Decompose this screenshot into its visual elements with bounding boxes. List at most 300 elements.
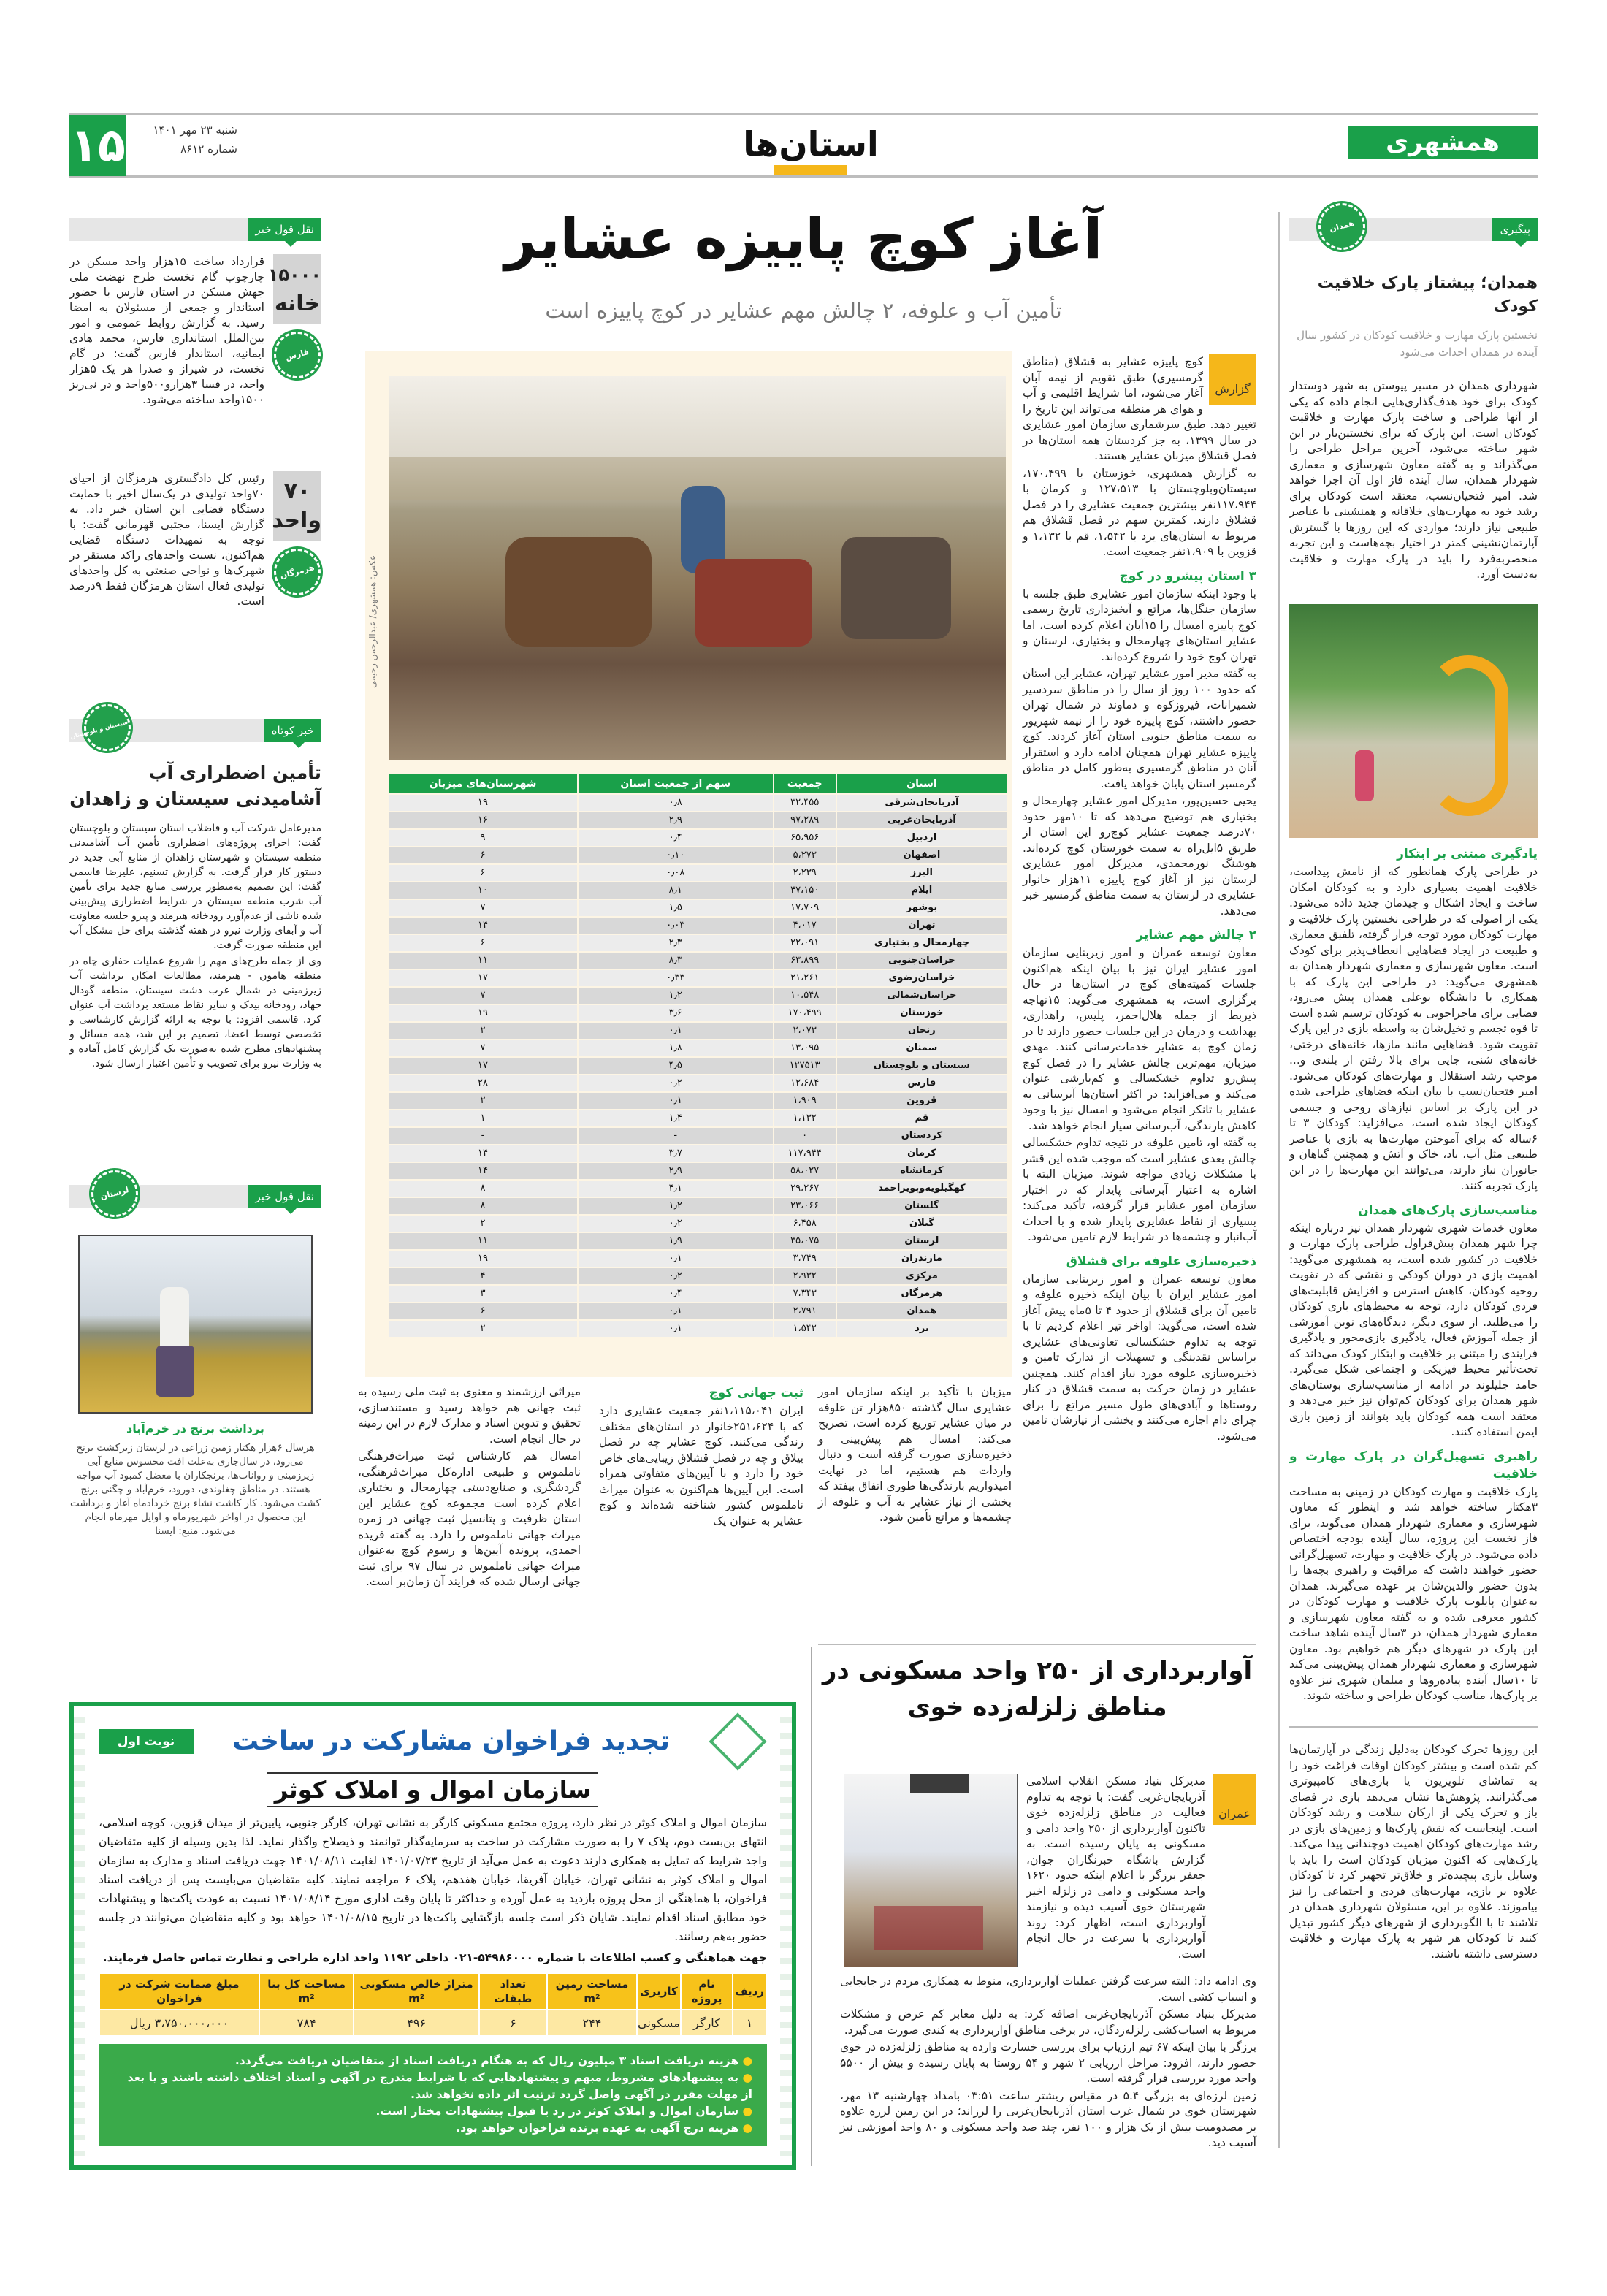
share-cell: ۱٫۴ (579, 1110, 772, 1126)
share-cell: ۱٫۹ (579, 1233, 772, 1249)
province-cell: کرمانشاه (837, 1163, 1007, 1179)
quote-1 (69, 254, 321, 454)
table-row (389, 1268, 1007, 1284)
playground-photo (1289, 604, 1538, 838)
table-row (389, 900, 1007, 916)
article-subheading: راهبری تسهیل‌گران در پارک مهارت و خلاقیت (1289, 1449, 1538, 1481)
article-paragraph: به گزارش همشهری، خوزستان با ۱۷۰،۴۹۹، سیستان‌وبلوچستان با ۱۲۷،۵۱۳ و کرمان با ۱۱۷،۹۴۴نفر بیشترین جمعیت عشایری را در فصل قشلاق دارند. کمترین سهم در فصل قشلاق هم مربوط به استان‌های یزد با ۱،۵۴۲، قم با ۱،۱۳۲ و قزوین با ۱،۹۰۹نفر جمعیت است. (1023, 466, 1256, 558)
share-cell: - (579, 1128, 772, 1144)
ad-cell: ۴۹۶ (354, 2010, 478, 2035)
table-row (389, 1093, 1007, 1109)
ad-cell: ۲۴۴ (548, 2010, 636, 2035)
table-row (389, 1181, 1007, 1197)
right-label-bar (1289, 218, 1538, 241)
article-paragraph: امسال هم کارشناس ثبت میراث‌فرهنگی ناملموس و طبیعی اداره‌کل میراث‌فرهنگی، گردشگری و صنایع‌دستی چهارمحال و بختیاری اعلام کرده است مجموعه کوچ عشایر این استان ظرفیت و پتانسیل ثبت جهانی در زمره میراث جهانی ناملموس را دارد. به گفته فریده احمدی، پرونده آیین‌ها و رسوم کوچ به‌عنوان میراث جهانی ناملموس در سال ۹۷ برای ثبت جهانی ارسال شده که فرایند آن زمان‌بر است. (358, 1449, 581, 1588)
population-cell: ۶۳،۸۹۹ (774, 953, 836, 969)
bullet-icon: ● (738, 2071, 752, 2084)
ad-title: تجدید فراخوان مشارکت در ساخت (232, 1726, 670, 1756)
column-header: جمعیت (774, 774, 836, 793)
table-row (389, 1075, 1007, 1091)
ad-column-header: کاربری (638, 1974, 680, 2009)
divider (818, 1644, 1256, 1645)
ad-contact: جهت هماهنگی و کسب اطلاعات با شماره ۵۴۹۸۶۰۰۰-۰۲۱ داخلی ۱۱۹۲ واحد اداره طراحی و نظارت تماس حاصل فرمایند. (102, 1951, 767, 1964)
column-header: استان (837, 774, 1007, 793)
right-article (1289, 218, 1538, 2119)
province-cell: یزد (837, 1321, 1007, 1337)
host-counties-cell: ۶ (389, 935, 577, 951)
share-cell: ۸٫۳ (579, 953, 772, 969)
population-cell: ۱۰،۵۴۸ (774, 988, 836, 1004)
share-cell: ۲٫۳ (579, 935, 772, 951)
host-counties-cell: ۷ (389, 1040, 577, 1056)
host-counties-cell: ۱۱ (389, 953, 577, 969)
host-counties-cell: ۲ (389, 1321, 577, 1337)
host-counties-cell: ۲ (389, 1023, 577, 1039)
right-intro: شهرداری همدان در مسیر پیوستن به شهر دوستدار کودک برای خود هدف‌گذاری‌هایی انجام داده که یکی از آنها طراحی و ساخت پارک مهارت و خلاقیت کودکان است. این پارک که برای نخستین‌بار در این شهر ساخته می‌شود، آخرین مراحل طراحی را می‌گذراند و به گفته معاون شهرسازی و معماری شهردار همدان، سال آینده فاز اول آن اجرا خواهد شد. امیر فتحیان‌نسب، معتقد است کودکان برای رشد خود به مهارت‌های خلاقانه و همنشینی با عناصر طبیعی نیاز دارند؛ مواردی که این روزها با گسترش آپارتمان‌نشینی کمتر در اختیار بچه‌هاست و این تجربه منحصربه‌فرد را باید در پارک مهارت و خلاقیت به‌دست آورد. (1289, 379, 1538, 581)
issue-info (135, 121, 237, 159)
province-seal-icon: لرستان (86, 1165, 143, 1222)
table-row (389, 830, 1007, 846)
column-divider (1278, 212, 1280, 2148)
article-paragraph: برزگر با بیان اینکه ۶۷ تیم ارزیاب برای بررسی خسارت وارده به مناطق زلزله‌زده در خوی حضور دارند، افزود: مراحل ارزیابی ۲ شهر و ۵۴ روستا به پایان رسیده و بیش از ۵۵۰۰ واحد مورد بررسی قرار گرفته است. (840, 2040, 1257, 2085)
short-news (69, 703, 321, 1141)
province-cell: قزوین (837, 1093, 1007, 1109)
article-paragraph: پارک خلاقیت و مهارت کودکان در زمینی به مساحت ۳هکتار ساخته خواهد شد و اینطور که معاون شهرسازی و معماری شهردار همدان می‌گوید، برای فاز نخست این پروژه، سال آینده بودجه اختصاص داده می‌شود. در پارک خلاقیت و مهارت، تسهیل‌گرانی حضور خواهند داشت که مراقبت و راهبری بچه‌ها را بدون حضور والدین‌شان بر عهده می‌گیرند. همدان به‌عنوان پایلوت پارک خلاقیت و مهارت کودکان در کشور معرفی شده و به گفته معاون شهرسازی و معماری شهردار همدان، در ۳سال آینده شاهد ساخت این پارک در شهرهای دیگر هم خواهیم بود. معاون شهرسازی و معماری شهردار همدان پیش‌بینی می‌کند تا ۱۰سال آینده پیاده‌روها و مبلمان شهری نیز علاوه بر پارک‌ها، مناسب کودکان طراحی و ساخته شوند. (1289, 1484, 1538, 1702)
table-row (389, 1233, 1007, 1249)
table-row (389, 847, 1007, 863)
table-row (389, 865, 1007, 881)
main-article-column-3 (599, 1384, 804, 1589)
ad-table (99, 1972, 767, 2037)
table-row (389, 935, 1007, 951)
issue-number: شماره ۸۶۱۲ (180, 142, 237, 156)
article-paragraph: معاون توسعه عمران و امور زیربنایی سازمان امور عشایر ایران با بیان اینکه ذخیره علوفه و تامین آن برای قشلاق از حدود ۴ تا ۵ماه پیش آغاز شده است، می‌گوید: اواخر تیر اعلام کردیم تا با توجه به تداوم خشکسالی تعاونی‌های عشایری براساس نقدینگی و تسهیلات از تدارک تامین و ذخیره‌سازی علوفه مورد نیاز اقدام کنند. همچنین عشایر در زمان حرکت به سمت قشلاق در کنار روستاها و آبادی‌های طول مسیر مراتع را برای چرای دام اجاره می‌کنند و بخشی از نیازشان تامین می‌شود. (1023, 1272, 1257, 1443)
main-article-column-2: میزبان با تأکید بر اینکه سازمان امور عشایری سال گذشته ۸۵۰هزار تن علوفه در میان عشایر توزیع کرده است، تصریح می‌کند: امسال هم پیش‌بینی و ذخیره‌سازی صورت گرفته است و دنبال واردات هم هستیم، اما در نهایت امیدواریم بارندگی‌ها طوری اتفاق بیفتد که بخشی از نیاز عشایر به آب و علوفه از چشمه‌ها و مراتع تأمین شود. (818, 1385, 1012, 1524)
share-cell: ۴٫۵ (579, 1058, 772, 1074)
table-row (389, 1216, 1007, 1232)
bottom-article-body (840, 1974, 1256, 2162)
right-label: پیگیری (1492, 218, 1538, 241)
province-cell: گلستان (837, 1198, 1007, 1214)
ad-note (113, 2120, 752, 2137)
host-counties-cell: ۶ (389, 865, 577, 881)
right-subtitle: نخستین پارک مهارت و خلاقیت کودکان در کشور سال آینده در همدان احداث می‌شود (1297, 329, 1538, 359)
org-logo-icon (709, 1712, 766, 1770)
share-cell: ۳٫۷ (579, 1145, 772, 1162)
population-cell: ۲،۹۳۲ (774, 1268, 836, 1284)
ad-column-header: مبلغ ضمانت شرکت در فراخوان (100, 1974, 259, 2009)
table-row (389, 1286, 1007, 1302)
share-cell: ۰٫۲ (579, 1268, 772, 1284)
province-cell: تهران (837, 918, 1007, 934)
article-paragraph: وی ادامه داد: البته سرعت گرفتن عملیات آواربرداری، منوط به همکاری مردم در جابجایی و اسباب کشی است. (840, 1975, 1256, 2004)
right-closing-text: این روزها تحرک کودکان به‌دلیل زندگی در آپارتمان‌ها کم شده است و بیشتر کودکان اوقات فراغت خود را به تماشای تلویزیون یا بازی‌های کامپیوتری می‌گذرانند. پژوهش‌ها نشان می‌دهد بازی در فضای باز و تحرک یکی از ارکان سلامت و رشد کودکان است. اینجاست که نقش پارک‌ها و زمین‌های بازی در رشد مهارت‌های کودکان اهمیت دوچندانی پیدا می‌کند. پارک‌هایی که اکنون میزبان کودکان است را باید با وسایل بازی پیچیده‌تر و خلاق‌تر تجهیز کرد تا کودکان علاوه بر بازی، مهارت‌های فردی و اجتماعی را نیز بیاموزند. علاوه بر این، مسئولان شهرداری همدان در تلاشند تا با الگوبرداری از شهرهای دیگر کشور تبدیل کنند تا کودکان هر شهر به پارک مهارت و خلاقیت دسترسی داشته باشند. (1289, 1743, 1538, 1961)
province-cell: اصفهان (837, 847, 1007, 863)
nomads-migration-photo (389, 376, 1006, 760)
population-cell: ۲،۰۷۳ (774, 1023, 836, 1039)
main-article-column-1 (1023, 354, 1256, 1589)
population-cell: ۰ (774, 1128, 836, 1144)
ad-inner (85, 1706, 780, 2165)
header-top-rule (69, 113, 1538, 115)
ad-note-text: هزینه دریافت اسناد ۳ میلیون ریال که به هنگام دریافت اسناد از متقاضیان دریافت می‌گردد. (234, 2054, 739, 2067)
bottom-headline: آواربرداری از ۲۵۰ واحد مسکونی در مناطق زلزله‌زده خوی (822, 1656, 1253, 1722)
right-headline: همدان؛ پیشتاز پارک خلاقیت کودک (1317, 274, 1538, 316)
ad-cell: کارگر (682, 2010, 732, 2035)
share-cell: ۰٫۱۰ (579, 847, 772, 863)
article-paragraph: در طراحی پارک همانطور که از نامش پیداست، خلاقیت اهمیت بسیاری دارد و به کودکان امکان ساخت و ایجاد اشکال و چیدمان جدید داده می‌شود. یکی از اصولی که در طراحی نخستین پارک خلاقیت و مهارت کودکان مورد توجه قرار گرفته، تلفیق معماری و طبیعت در ایجاد فضاهایی انعطاف‌پذیر برای کودک است. معاون شهرسازی و معماری شهردار همدان به همشهری می‌گوید: در طراحی این پارک که با همکاری با دانشگاه بوعلی همدان پیش می‌رود، فضایی برای ماجراجویی به کودکان ترسیم شده است تا قوه تجسم و تخیل‌شان به واسطه بازی در این پارک تقویت شود. فضاهایی مانند مازها، خانه‌های درختی، خانه‌های شنی، جایی برای بالا رفتن از بلندی و... موجب رشد استقلال و مهارت‌های کودکان می‌شود. امیر فتحیان‌نسب با بیان اینکه فضاهای طراحی شده در این پارک بر اساس نیازهای روحی و جسمی کودکان ایجاد شده است، می‌افزاید: کودکان ۳ تا ۶ساله که برای آموختن مهارت‌ها به بازی با عناصر طبیعی مثل آب، باد، خاک و آتش و همچنین گیاهان و جانوران نیاز دارند، می‌توانند این مهارت‌ها را در این پارک تجربه کنند. (1289, 865, 1538, 1192)
province-cell: کردستان (837, 1128, 1007, 1144)
section-title (738, 124, 884, 175)
ad-note (113, 2053, 752, 2070)
host-counties-cell: ۱۴ (389, 1163, 577, 1179)
ad-organization: سازمان اموال و املاک کوثر (267, 1772, 599, 1807)
newspaper-logo[interactable]: همشهری (1348, 126, 1538, 159)
population-cell: ۱،۵۴۲ (774, 1321, 836, 1337)
issue-date: شنبه ۲۳ مهر ۱۴۰۱ (153, 123, 237, 137)
divider (811, 1647, 812, 2166)
ad-column-header: تعداد طبقات (480, 1974, 546, 2009)
province-cell: خوزستان (837, 1005, 1007, 1021)
main-article-column-4 (358, 1384, 581, 1589)
share-cell: ۱٫۲ (579, 1198, 772, 1214)
population-cell: ۵۸،۰۲۷ (774, 1163, 836, 1179)
share-cell: ۰٫۲ (579, 1075, 772, 1091)
province-cell: لرستان (837, 1233, 1007, 1249)
host-counties-cell: ۷ (389, 988, 577, 1004)
ad-column-header: مساحت زمین m² (548, 1974, 636, 2009)
population-cell: ۶۵،۹۵۶ (774, 830, 836, 846)
table-row (389, 1303, 1007, 1319)
article-paragraph: ایران ۱،۱۱۵،۰۴۱نفر جمعیت عشایری دارد که با ۲۵۱،۶۲۴خانوار در استان‌های مختلف زندگی می‌کنند. کوچ عشایر چه در فصل ییلاق و چه در فصل قشلاق زیبایی‌های خاص خود را دارد و با آیین‌های متفاوتی همراه است. این آیین‌ها هم‌اکنون به عنوان میراث ناملموس کشور شناخته شده‌اند و کوچ عشایر به عنوان یک (599, 1404, 804, 1528)
share-cell: ۰٫۴ (579, 1286, 772, 1302)
table-row (389, 988, 1007, 1004)
province-cell: ایلام (837, 882, 1007, 899)
host-counties-cell: ۲ (389, 1216, 577, 1232)
share-cell: ۰٫۸ (579, 795, 772, 811)
share-cell: ۰٫۳۳ (579, 970, 772, 986)
photo-caption: برداشت برنج در خرم‌آباد (126, 1422, 264, 1435)
province-cell: کرمان (837, 1145, 1007, 1162)
host-counties-cell: ۱۶ (389, 812, 577, 828)
donkey-load (505, 537, 652, 647)
bullet-icon: ● (738, 2105, 752, 2118)
quote-label: نقل قول خبر (248, 218, 321, 241)
article-paragraph: به گفته او، تامین علوفه در نتیجه تداوم خشکسالی چالش بعدی عشایر است که موجب شده این قشر با مشکلات زیادی مواجه شوند. میزبان البته با اشاره به اعتبار آبرسانی پایدار که در اختیار سازمان امور عشایر قرار گرفته، تأکید می‌کند: بسیاری از نقاط عشایری پایدار شده و با احداث آب‌انبار و چشمه‌ها در شرایط لازم تامین می‌شود. (1023, 1136, 1256, 1243)
population-cell: ۱۱۷،۹۴۴ (774, 1145, 836, 1162)
province-cell: قم (837, 1110, 1007, 1126)
tribal-population-table (387, 773, 1008, 1338)
advertisement (69, 1702, 796, 2170)
population-cell: ۱،۹۰۹ (774, 1093, 836, 1109)
population-cell: ۲۱،۲۶۱ (774, 970, 836, 986)
population-cell: ۴۷،۱۵۰ (774, 882, 836, 899)
province-cell: خراسان‌جنوبی (837, 953, 1007, 969)
population-cell: ۷،۳۴۳ (774, 1286, 836, 1302)
right-article-body (1289, 845, 1538, 1707)
table-row (389, 1058, 1007, 1074)
header-bottom-rule (69, 175, 1538, 178)
host-counties-cell: ۱۷ (389, 1058, 577, 1074)
share-cell: ۰٫۰۸ (579, 865, 772, 881)
host-counties-cell: ۱۴ (389, 1145, 577, 1162)
section-underline (774, 165, 847, 175)
article-paragraph: معاون خدمات شهری شهردار همدان نیز درباره اینکه چرا شهر همدان پیش‌قراول طراحی پارک مهارت و خلاقیت در کشور شده است، به همشهری می‌گوید: اهمیت بازی در دوران کودکی و نقشی که در تقویت روحیه کودکان، کاهش استرس و افزایش قابلیت‌های فردی کودکان دارد، توجه به محیط‌های بازی کودکان را می‌طلبد. از سوی دیگر، دیدگاه‌های نوین آموزشی از جمله آموزش فعال، یادگیری بازی‌محور و یادگیری فرایندی را مبتنی بر خلاقیت و ابتکار کودک می‌داند که تحت‌تأثیر محیط فیزیکی و اجتماعی شکل می‌گیرد. حامد جلیلوند در ادامه از مناسب‌سازی بوستان‌های شهر همدان برای کودکان کم‌توان نیز خبر می‌دهد و معتقد است همه کودکان باید بتوانند از زمین بازی ایمن استفاده کنند. (1289, 1221, 1538, 1438)
share-cell: ۴٫۱ (579, 1181, 772, 1197)
population-cell: ۲۲،۰۹۱ (774, 935, 836, 951)
province-cell: البرز (837, 865, 1007, 881)
host-counties-cell: - (389, 1128, 577, 1144)
host-counties-cell: ۳ (389, 1286, 577, 1302)
photo-news-text: هرسال ۶هزار هکتار زمین زراعی در لرستان زیرکشت برنج می‌رود، در سال‌جاری به‌علت افت محسوس منابع آبی زیرزمینی و رواناب‌ها، برنجکاران با معضل کمبود آب مواجه هستند. در مناطق چغلوندی، دورود، خرم‌آباد و چگنی برنج کشت می‌شود. کار کاشت نشاء برنج خردادماه آغاز و برداشت این محصول در اواخر شهریورماه و اوایل مهرماه انجام می‌شود. منبع: ایسنا (69, 1442, 321, 1537)
population-cell: ۹۷،۲۸۹ (774, 812, 836, 828)
article-paragraph: به گفته مدیر امور عشایر تهران، عشایر این استان که حدود ۱۰۰ روز از سال را در مناطق سردسیر شمیرانات، فیروزکوه و دماوند در شمال تهران حضور داشتند، کوچ پاییزه خود را از نیمه شهریور به سمت مناطق جنوبی استان آغاز کردند. کوچ پاییزه عشایر تهران همچنان ادامه دارد و استقرار آنان در مناطق گرمسیری به‌طور کامل در مناطق گرمسیر استان پایان خواهد یافت. (1023, 667, 1256, 790)
host-counties-cell: ۷ (389, 900, 577, 916)
share-cell: ۰٫۱ (579, 1251, 772, 1267)
article-paragraph: کوچ پاییزه عشایر به قشلاق (مناطق گرمسیری) طبق تقویم از نیمه آبان آغاز می‌شود، اما شرایط اقلیمی و آب و هوای هر منطقه می‌تواند این تاریخ را تغییر دهد. طبق سرشماری سازمان امور عشایری در سال ۱۳۹۹، به جز کردستان همه استان‌ها در فصل قشلاق میزبان عشایر هستند. (1023, 355, 1257, 462)
article-subheading: ۳ استان پیشرو در کوچ (1119, 568, 1256, 584)
earthquake-damage-photo (844, 1774, 1018, 1967)
population-cell: ۴،۰۱۷ (774, 918, 836, 934)
quote-label-bar (69, 218, 321, 241)
ad-organization-wrap (99, 1772, 767, 1807)
construction-label: عمران (1213, 1774, 1256, 1825)
population-cell: ۱۳،۰۹۵ (774, 1040, 836, 1056)
ad-notes (99, 2044, 767, 2146)
province-cell: مرکزی (837, 1268, 1007, 1284)
main-headline: آغاز کوچ پاییزه عشایر (504, 206, 1103, 271)
table-row (389, 1110, 1007, 1126)
share-cell: ۱٫۸ (579, 1040, 772, 1056)
host-counties-cell: ۸ (389, 1181, 577, 1197)
province-cell: هرمزگان (837, 1286, 1007, 1302)
ad-cell: ۱ (733, 2010, 766, 2035)
host-counties-cell: ۱۷ (389, 970, 577, 986)
ad-column-header: نام پروژه (682, 1974, 732, 2009)
article-paragraph: مدیرکل بنیاد مسکن آذربایجان‌غربی اضافه کرد: به دلیل معابر کم عرض و مشکلات مربوط به اسباب‌کشی زلزله‌زدگان، در برخی مناطق آواربرداری به کندی صورت می‌گیرد. (840, 2007, 1256, 2037)
province-cell: چهارمحال و بختیاری (837, 935, 1007, 951)
host-counties-cell: ۶ (389, 1303, 577, 1319)
province-seal-icon: همدان (1313, 198, 1370, 255)
ad-cell: ۶ (480, 2010, 546, 2035)
divider (1289, 1726, 1538, 1728)
table-header-row (389, 774, 1007, 793)
ad-column-header: ردیف (733, 1974, 766, 2009)
share-cell: ۰٫۲ (579, 1216, 772, 1232)
province-cell: آذربایجان‌شرقی (837, 795, 1007, 811)
population-cell: ۱۷۰،۴۹۹ (774, 1005, 836, 1021)
left-column (69, 218, 321, 678)
short-news-label-bar (69, 719, 321, 742)
article-subheading: ۲ چالش مهم عشایر (1136, 928, 1256, 942)
host-counties-cell: ۸ (389, 1198, 577, 1214)
share-cell: ۳٫۶ (579, 1005, 772, 1021)
host-counties-cell: ۱۱ (389, 1233, 577, 1249)
province-cell: آذربایجان‌غربی (837, 812, 1007, 828)
table-row (389, 1321, 1007, 1337)
quote-2-figure (273, 471, 321, 541)
ad-note-text: سازمان اموال و املاک کوثر در رد یا قبول پیشنهادات مختار است. (375, 2105, 739, 2118)
host-counties-cell: ۱۹ (389, 1251, 577, 1267)
share-cell: ۲٫۹ (579, 812, 772, 828)
province-cell: بوشهر (837, 900, 1007, 916)
host-counties-cell: ۱ (389, 1110, 577, 1126)
org-logo (709, 1712, 767, 1771)
host-counties-cell: ۲۸ (389, 1075, 577, 1091)
population-cell: ۲۳،۰۶۶ (774, 1198, 836, 1214)
rice-harvest-photo (78, 1235, 313, 1414)
host-counties-cell: ۲ (389, 1093, 577, 1109)
host-counties-cell: ۶ (389, 847, 577, 863)
province-cell: همدان (837, 1303, 1007, 1319)
bullet-icon: ● (738, 2054, 752, 2067)
article-paragraph: با وجود اینکه سازمان امور عشایری طبق جلسه با سازمان جنگل‌ها، مراتع و آبخیزداری تاریخ رسمی کوچ پاییزه امسال را ۱۵آبان اعلام کرده است، اما عشایر استان‌های چهارمحال و بختیاری، لرستان و تهران کوچ خود را شروع کرده‌اند. (1023, 587, 1256, 663)
province-cell: سمنان (837, 1040, 1007, 1056)
province-cell: خراسان‌شمالی (837, 988, 1007, 1004)
bottom-lead: مدیرکل بنیاد مسکن انقلاب اسلامی آذربایجان‌غربی گفت: با توجه به تداوم فعالیت در مناطق زلزله‌زده خوی تاکنون آواربرداری از ۲۵۰ واحد دامی و مسکونی به پایان رسیده است. به گزارش باشگاه خبرنگاران جوان، جعفر برزگر با اعلام اینکه حدود ۱۶۲۰ واحد مسکونی و دامی در زلزله اخیر شهرستان خوی آسیب دیده و نیازمند آواربرداری است، اظهار کرد: روند آواربرداری با سرعت در حال انجام است. (1026, 1774, 1205, 1961)
quote-2 (69, 471, 321, 671)
host-counties-cell: ۱۴ (389, 918, 577, 934)
yellow-slide (1428, 655, 1508, 816)
child-figure (1355, 750, 1374, 801)
article-subheading: ثبت جهانی کوچ (709, 1386, 804, 1400)
debris (874, 1906, 983, 1950)
column-header: شهرستان‌های میزبان (389, 774, 577, 793)
quote-2-number: ۷۰ (283, 478, 311, 504)
article-paragraph: میراثی ارزشمند و معنوی به ثبت ملی رسیده به ثبت جهانی هم خواهد رسید و مستندسازی، تحقیق و تدوین اسناد و مدارک لازم در این زمینه در حال انجام است. (357, 1385, 581, 1446)
province-cell: گیلان (837, 1216, 1007, 1232)
ad-cell: مسکونی (638, 2010, 680, 2035)
quote-2-text: رئیس کل دادگستری هرمزگان از احیای ۷۰واحد تولیدی در یک‌سال اخیر با حمایت دستگاه قضایی این استان خبر داد. به گزارش ایسنا، مجتبی قهرمانی گفت: با توجه به تمهیدات دستگاه قضایی هم‌اکنون، نسبت واحدهای راکد مستقر در شهرک‌ها و نواحی صنعتی به کل واحدهای تولیدی فعال استان هرمزگان فقط ۹درصد است. (69, 472, 264, 608)
population-cell: ۲،۲۳۹ (774, 865, 836, 881)
table-row (389, 1251, 1007, 1267)
section-title-text: استان‌ها (743, 124, 879, 164)
province-cell: کهگیلویه‌وبویراحمد (837, 1181, 1007, 1197)
table-row (389, 1128, 1007, 1144)
share-cell: ۸٫۱ (579, 882, 772, 899)
host-counties-cell: ۹ (389, 830, 577, 846)
population-cell: ۲،۷۹۱ (774, 1303, 836, 1319)
main-subtitle: تأمین آب و علوفه، ۲ چالش مهم عشایر در کوچ پاییزه است (545, 298, 1062, 323)
share-cell: ۰٫۱ (579, 1321, 772, 1337)
population-cell: ۱،۱۳۲ (774, 1110, 836, 1126)
province-seal-icon: هرمزگان (269, 544, 326, 600)
farmer-trousers (156, 1346, 194, 1397)
table-row (389, 1145, 1007, 1162)
photo-credit: عکس: همشهری/ عبدالرحمن رحیمی (367, 555, 378, 689)
ad-note (113, 2103, 752, 2120)
short-news-label: خبر کوتاه (264, 719, 321, 742)
ad-header (99, 1712, 767, 1771)
article-paragraph: یحیی حسین‌پور، مدیرکل امور عشایر چهارمحال و بختیاری هم توضیح می‌دهد که تا ۱۰مهر حدود ۷۰درصد جمعیت عشایر کوچ‌رو این استان از طریق ۵ایل‌راه به سمت خوزستان کوچ کرده‌اند. هوشنگ نورمحمدی، مدیرکل امور عشایری لرستان نیز از آغاز کوچ پاییزه ۱۱هزار خانوار عشایری در لرستان به سمت مناطق گرمسیر خبر می‌دهد. (1023, 794, 1257, 918)
ad-table-row (100, 2010, 766, 2035)
table-row (389, 1023, 1007, 1039)
report-label: گزارش (1209, 354, 1256, 405)
host-counties-cell: ۱۹ (389, 795, 577, 811)
short-news-paragraph: مدیرعامل شرکت آب و فاضلاب استان سیستان و بلوچستان گفت: اجرای پروژه‌های اضطراری تأمین آب آشامیدنی منطقه سیستان و شهرستان زاهدان از منابع آبی جدید در دستور کار قرار گرفت. به گزارش تسنیم، علیرضا قاسمی گفت: این تصمیم به‌منظور بررسی منابع جدید برای تأمین آب شرب منطقه سیستان در شرایط اضطراری پیش‌بینی شده ناشی از عدم‌آورد رودخانه هیرمند و پیرو جلسه معاونت آب و آبفای وزارت نیرو در هفته گذشته برای حل مشکل آب این منطقه صورت گرفت. (69, 823, 321, 951)
article-subheading: ذخیره‌سازی علوفه برای قشلاق (1066, 1254, 1256, 1269)
province-cell: فارس (837, 1075, 1007, 1091)
photo-news-label: نقل قول خبر (248, 1185, 321, 1208)
ad-body: سازمان اموال و املاک کوثر در نظر دارد، پروژه مجتمع مسکونی کارگر به نشانی تهران، کارگر جنوبی، پایین‌تر از میدان قزوین، کوچه اسلامی، انتهای بن‌بست دوم، پلاک ۷ را به صورت مشارکت در ساخت به سرمایه‌گذار توانمند و ذیصلاح واگذار نماید. لذا بدین وسیله از کلیه متقاضیان واجد شرایط که تمایل به همکاری دارند دعوت به عمل می‌آید از تاریخ ۱۴۰۱/۰۷/۲۳ لغایت ۱۴۰۱/۰۸/۱۱ جهت دریافت اسناد و مدارک به سازمان اموال و املاک کوثر به نشانی تهران، خیابان آفریقا، خیابان هفدهم، پلاک ۶ مراجعه نمایند. کلیه متقاضیان می‌بایست پس از دریافت اسناد فراخوان، با هماهنگی از محل پروژه بازدید به عمل آورده و حداکثر تا پایان وقت اداری مورخ ۱۴۰۱/۰۸/۱۴ نسبت به عودت پاکت‌ها و پیشنهادات خود مطابق اسناد اقدام نمایند. شایان ذکر است جلسه بازگشایی پاکت‌ها در تاریخ ۱۴۰۱/۰۸/۱۵ خواهد بود و کلیه متقاضیان می‌توانند در جلسه حضور به‌هم رسانند. (99, 1816, 768, 1943)
province-cell: اردبیل (837, 830, 1007, 846)
share-cell: ۱٫۵ (579, 900, 772, 916)
photo-news (69, 1169, 321, 1687)
photo-news-label-bar (69, 1185, 321, 1208)
population-cell: ۳،۷۴۹ (774, 1251, 836, 1267)
quote-1-figure (267, 254, 321, 324)
population-cell: ۱۷،۷۰۹ (774, 900, 836, 916)
population-cell: ۳۵،۰۷۵ (774, 1233, 836, 1249)
short-news-body (69, 821, 321, 1113)
table-row (389, 795, 1007, 811)
table-row (389, 918, 1007, 934)
table-row (389, 970, 1007, 986)
ad-column-header: متراژ خالص مسکونی m² (354, 1974, 478, 2009)
share-cell: ۰٫۱ (579, 1093, 772, 1109)
collapsed-ceiling (910, 1774, 969, 1793)
share-cell: ۰٫۰۳ (579, 918, 772, 934)
table-row (389, 812, 1007, 828)
share-cell: ۱٫۲ (579, 988, 772, 1004)
host-counties-cell: ۴ (389, 1268, 577, 1284)
province-cell: زنجان (837, 1023, 1007, 1039)
ad-note (113, 2070, 752, 2103)
table-row (389, 953, 1007, 969)
population-cell: ۱۲۷۵۱۳ (774, 1058, 836, 1074)
ad-table-header (100, 1974, 766, 2009)
bullet-icon: ● (738, 2121, 752, 2135)
table-row (389, 882, 1007, 899)
province-cell: خراسان‌رضوی (837, 970, 1007, 986)
ad-cell: ۳،۷۵۰،۰۰۰،۰۰۰ ریال (100, 2010, 259, 2035)
population-cell: ۱۲،۶۸۴ (774, 1075, 836, 1091)
population-cell: ۳۲،۴۵۵ (774, 795, 836, 811)
population-cell: ۲۹،۲۶۷ (774, 1181, 836, 1197)
article-paragraph: زمین لرزه‌ای به بزرگی ۵.۴ در مقیاس ریشتر ساعت ۰۳:۵۱ بامداد چهارشنبه ۱۳ مهر، شهرستان خوی در شمال غرب استان آذربایجان‌غربی را لرزاند؛ در این زمین لرزه علاوه بر مصدومیت بیش از یک هزار و ۱۰۰ نفر، چند صد واحد مسکونی و ۸۰ واحد آموزشی نیز آسیب دید. (840, 2089, 1256, 2149)
table-body (389, 795, 1007, 1337)
province-cell: سیستان و بلوچستان (837, 1058, 1007, 1074)
short-news-paragraph: وی از جمله طرح‌های مهم را شروع عملیات حفاری چاه در منطقه هامون - هیرمند، مطالعات امکان برداشت آب زیرزمینی در شمال غرب دشت سیستان، منطقه گودال جهاد، رودخانه بیدک و سایر نقاط مستعد برداشت آب عنوان کرد. قاسمی افزود: با توجه به ارائه گزارش کارشناسی و تخصصی توسط اعضا، تصمیم بر این شد، همه مسائل و پیشنهادهای مطرح شده به‌صورت یک گزارش کامل آماده و به وزارت نیرو برای تصویب و تأمین اعتبار ارسال شود. (69, 956, 321, 1069)
article-subheading: مناسب‌سازی پارک‌های همدان (1358, 1202, 1538, 1218)
population-cell: ۶،۴۵۸ (774, 1216, 836, 1232)
share-cell: ۰٫۱ (579, 1023, 772, 1039)
host-counties-cell: ۱۰ (389, 882, 577, 899)
table-row (389, 1005, 1007, 1021)
host-counties-cell: ۱۹ (389, 1005, 577, 1021)
saddle-blanket (695, 559, 812, 647)
province-seal-icon: فارس (269, 327, 326, 384)
share-cell: ۰٫۴ (579, 830, 772, 846)
quote-2-unit: واحد (272, 508, 321, 533)
ad-note-text: هزینه درج آگهی به عهده برنده فراخوان خواهد بود. (456, 2121, 739, 2135)
share-cell: ۰٫۱ (579, 1303, 772, 1319)
table-row (389, 1163, 1007, 1179)
ad-badge: نوبت اول (99, 1729, 194, 1754)
quote-1-unit: خانه (274, 291, 321, 316)
table-row (389, 1198, 1007, 1214)
page-number: ۱۵ (69, 115, 126, 176)
short-news-title: تأمین اضطراری آب آشامیدنی سیستان و زاهدان (69, 762, 321, 809)
article-paragraph: معاون توسعه عمران و امور زیربنایی سازمان امور عشایر ایران نیز با بیان اینکه هم‌اکنون جلسات کمیته‌های کوچ در استان‌ها در حال برگزاری است، به همشهری می‌گوید: ۱۵تهاجه ذیربط از جمله هلال‌احمر، پلیس، راهداری، بهداشت و درمان در این جلسات حضور دارند تا در زمان کوچ به عشایر خدمات‌رسانی کنند. مهدی میزبان، مهم‌ترین چالش عشایر را در فصل کوچ پیش‌رو تداوم خشکسالی و کم‌بارشی عنوان می‌کند و می‌افزاید: در اکثر استان‌ها آبرسانی به عشایر با تانکر انجام می‌شود و امسال نیز با وجود کاهش بارندگی، آب‌رسانی سیار انجام خواهد شد. (1023, 946, 1256, 1132)
column-header: سهم از جمعیت استان (579, 774, 772, 793)
herd-group (841, 537, 951, 639)
article-subheading: یادگیری مبتنی بر ابتکار (1397, 847, 1538, 861)
table-row (389, 1040, 1007, 1056)
ad-cell: ۷۸۴ (260, 2010, 353, 2035)
ad-column-header: مساحت کل بنا m² (260, 1974, 353, 2009)
province-seal-icon: سیستان و بلوچستان (79, 699, 136, 756)
